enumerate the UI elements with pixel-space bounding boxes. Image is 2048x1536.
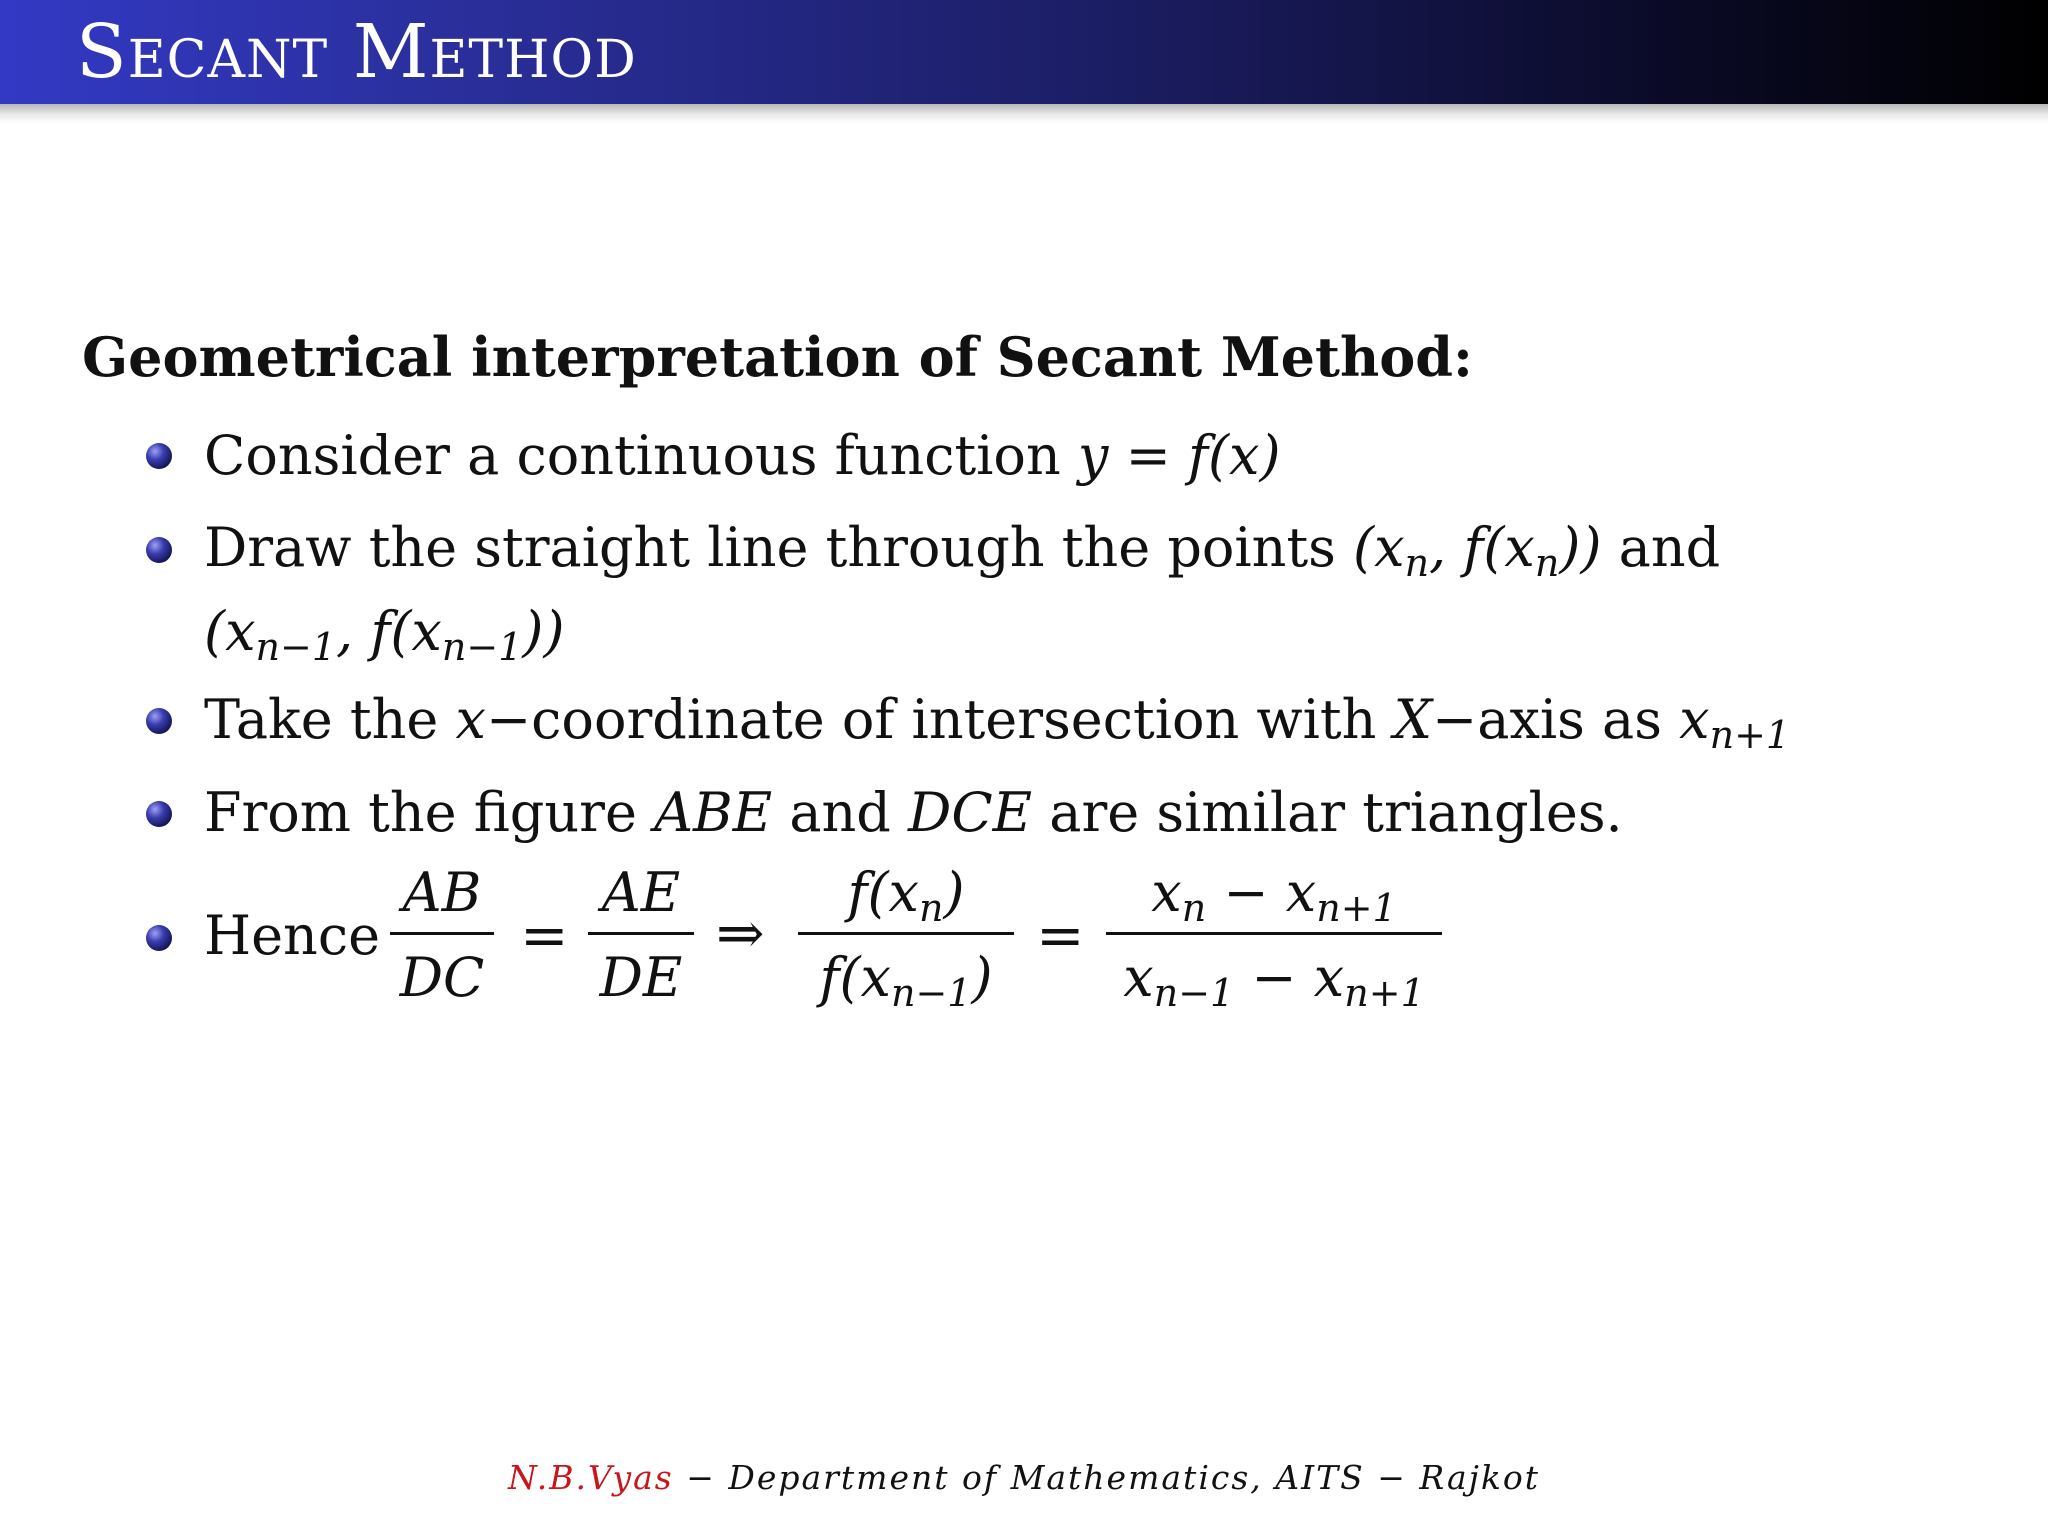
- point-2-sub: n−1: [255, 625, 337, 669]
- den-sub-2: n+1: [1344, 971, 1425, 1015]
- fraction-f-xn: [798, 858, 1014, 1013]
- bullet-3-text-1: Take the: [204, 688, 456, 751]
- bullet-1-text: Consider a continuous function: [204, 424, 1078, 487]
- num-minus: − x: [1206, 861, 1317, 924]
- bullet-icon: [146, 443, 172, 469]
- point-1-close: )): [1559, 516, 1602, 579]
- den-minus: − x: [1234, 946, 1345, 1009]
- fraction-x-diff: [1106, 858, 1442, 1013]
- fraction-bar: [588, 932, 694, 935]
- fraction-ae-de: [588, 858, 694, 1013]
- bullet-item-2-line-2: [204, 596, 565, 668]
- and-text: and: [1601, 516, 1721, 579]
- fraction-numerator: AE: [601, 861, 681, 924]
- fraction-denominator: DC: [399, 946, 485, 1009]
- point-1-sub-2: n: [1534, 541, 1560, 585]
- fraction-numerator: AB: [402, 861, 482, 924]
- den-sub-1: n−1: [1153, 971, 1235, 1015]
- bullet-item-2-line-1: [204, 512, 1720, 584]
- point-1-mid: , f(x: [1429, 516, 1535, 579]
- bullet-3-text-2: −coordinate of intersection with: [485, 688, 1394, 751]
- fraction-bar: [390, 932, 494, 935]
- footer-department: Department of Mathematics, AITS: [728, 1458, 1365, 1497]
- slide-footer: [0, 1458, 2048, 1497]
- point-2-mid: , f(x: [336, 600, 442, 663]
- section-heading: Geometrical interpretation of Secant Method:: [82, 325, 1473, 389]
- fraction-numerator: [1106, 858, 1442, 928]
- point-1-sub: n: [1404, 541, 1430, 585]
- fraction-denominator: [1106, 943, 1442, 1013]
- footer-author: N.B.Vyas: [507, 1458, 674, 1497]
- bullet-icon: [146, 925, 172, 951]
- fraction-bar: [798, 932, 1014, 935]
- fraction-denominator: DE: [599, 946, 683, 1009]
- fraction-denominator: [798, 943, 1014, 1013]
- equals-sign: =: [520, 901, 569, 969]
- bullet-item-4: [204, 777, 1623, 849]
- point-2-sub-2: n−1: [441, 625, 523, 669]
- bullet-3-math-2: X: [1393, 688, 1433, 751]
- num-part-b: ): [943, 861, 965, 924]
- bullet-5-label: Hence: [204, 904, 381, 967]
- bullet-3-math-3: x: [1679, 688, 1710, 751]
- bullet-icon: [146, 537, 172, 563]
- bullet-item-1: [204, 420, 1281, 492]
- den-part-b: ): [971, 946, 993, 1009]
- num-sub-2: n+1: [1316, 886, 1397, 930]
- footer-separator: −: [1364, 1458, 1420, 1497]
- fraction-bar: [1106, 932, 1442, 935]
- bullet-4-math-2: DCE: [908, 781, 1033, 844]
- point-2-close: )): [522, 600, 565, 663]
- bullet-2-text: Draw the straight line through the points: [204, 516, 1354, 579]
- num-part-a: f(x: [847, 861, 919, 924]
- bullet-4-text-1: From the figure: [204, 781, 655, 844]
- bullet-icon: [146, 708, 172, 734]
- title-bar-shadow: [0, 104, 2048, 124]
- implies-arrow: ⇒: [716, 899, 765, 967]
- footer-place: Rajkot: [1419, 1458, 1541, 1497]
- bullet-item-3: [204, 684, 1790, 756]
- title-bar: [0, 0, 2048, 104]
- bullet-4-math-1: ABE: [654, 781, 773, 844]
- den-part-a: x: [1123, 946, 1154, 1009]
- bullet-3-text-3: −axis as: [1432, 688, 1680, 751]
- num-part-a: x: [1151, 861, 1182, 924]
- footer-separator: −: [673, 1458, 729, 1497]
- slide-title: Secant Method: [76, 9, 637, 95]
- fraction-ab-dc: [390, 858, 494, 1013]
- num-sub: n: [918, 886, 944, 930]
- bullet-4-text-3: are similar triangles.: [1032, 781, 1623, 844]
- bullet-3-math-3-sub: n+1: [1709, 713, 1791, 757]
- point-1-open: (x: [1353, 516, 1405, 579]
- bullet-1-math: y = f(x): [1077, 424, 1281, 487]
- equals-sign: =: [1036, 901, 1085, 969]
- point-2-open: (x: [204, 600, 256, 663]
- den-sub: n−1: [890, 971, 972, 1015]
- bullet-4-text-2: and: [772, 781, 909, 844]
- fraction-numerator: [798, 858, 1014, 928]
- bullet-3-math-1: x: [455, 688, 486, 751]
- num-sub-1: n: [1181, 886, 1207, 930]
- den-part-a: f(x: [819, 946, 891, 1009]
- bullet-icon: [146, 801, 172, 827]
